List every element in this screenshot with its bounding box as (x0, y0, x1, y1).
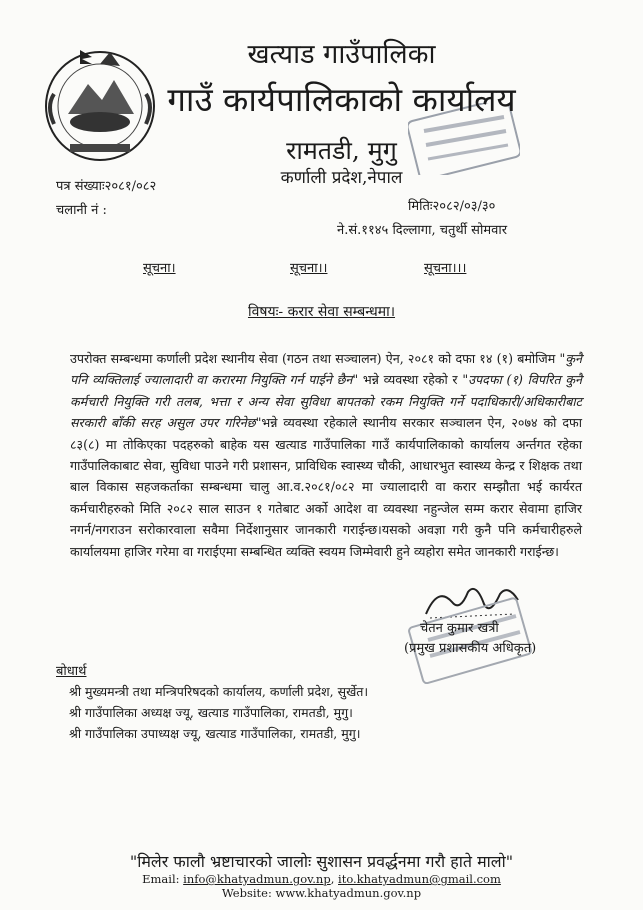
cc-item: श्री गाउँपालिका उपाध्यक्ष ज्यू, खत्याड गाउँपालिका, रामतडी, मुगु। (69, 726, 361, 741)
email-link-info[interactable]: info@khatyadmun.gov.np (183, 872, 331, 886)
letter-subject: विषयः- करार सेवा सम्बन्धमा। (247, 304, 396, 320)
letter-date: मितिः२०८२/०३/३० (408, 199, 496, 214)
body-text-3: "भन्ने व्यवस्था रहेकाले स्थानीय सरकार सञ्चालन ऐन, २०७४ को दफा ८३(८) मा तोकिएका पदहरुको बाहेक यस खत्याड गाउँपालिका गाउँ कार्यपालिकाको कार्यालय अर्न्तगत रहेका गाउँपालिकाबाट सेवा, सुविधा पाउने गरी प्रशासन, प्राविधिक स्वास्थ्य चौकी, आधारभुत स्वास्थ्य केन्द्र र शिक्षक तथा बाल विकास सहजकर्ताका सम्बन्धमा चालु आ.व.२०८१/०८२ मा ज्यालादारी वा करार सम्झौता भई कार्यरत कर्मचारीहरुको मिति २०८२ साल साउन १ गतेबाट अर्को आदेश वा व्यवस्था नहुन्जेल सम्म करार सेवामा हाजिर नगर्न/नगराउन सरोकारवाला सवैमा निर्देशानुसार जानकारी गराईन्छ।यसको अवज्ञा गरी कुनै पनि कर्मचारीहरुले कार्यालयमा हाजिर गरेमा वा गराईएमा सम्बन्धित व्यक्ति स्वयम जिम्मेवारी हुने व्यहोरा समेत जानकारी गराईन्छ। (70, 415, 583, 559)
cc-item: श्री गाउँपालिका अध्यक्ष ज्यू, खत्याड गाउँपालिका, रामतडी, मुगु। (69, 705, 353, 720)
cc-item: श्री मुख्यमन्त्री तथा मन्त्रिपरिषदको कार्यालय, कर्णाली प्रदेश, सुर्खेत। (69, 684, 369, 699)
body-text-1: उपरोक्त सम्बन्धमा कर्णाली प्रदेश स्थानीय सेवा (गठन तथा सञ्चालन) ऐन, २०८१ को दफा १४ (१) बमोजिम (70, 351, 560, 366)
office-location: रामतडी, मुगु (286, 136, 397, 165)
notice-label-1: सूचना। (143, 261, 176, 276)
notice-label-2: सूचना।। (290, 261, 328, 276)
footer-slogan: "मिलेर फालौ भ्रष्टाचारको जालोः सुशासन प्रवर्द्धनमा गरौ हाते मालो" (129, 852, 514, 871)
province-name: कर्णाली प्रदेश,नेपाल (280, 168, 403, 188)
municipality-name: खत्याड गाउँपालिका (247, 39, 436, 70)
notice-label-3: सूचना।।। (424, 261, 467, 276)
body-text-2: भन्ने व्यवस्था रहेको र (358, 372, 463, 388)
body-quote-1: "कुनै पनि व्यक्तिलाई ज्यालादारी वा करारमा नियुक्ति गर्न पाईने छैन" (70, 351, 582, 388)
office-name: गाउँ कार्यपालिकाको कार्यालय (167, 80, 516, 119)
letter-body (70, 348, 582, 562)
cc-label: बोधार्थ (56, 664, 87, 679)
letter-number: पत्र संख्याः२०८१/०८२ (56, 179, 157, 194)
footer-email (0, 872, 643, 886)
dispatch-number: चलानी नं : (56, 203, 107, 218)
footer-website[interactable]: Website: www.khatyadmun.gov.np (221, 886, 422, 900)
email-label: Email: (142, 872, 184, 886)
email-separator: , (330, 872, 339, 886)
body-quote-2: "उपदफा (१) विपरित कुनै कर्मचारी नियुक्ति गरी तलब, भत्ता र अन्य सेवा सुविधा बापतको रकम नियुक्ति गर्ने पदाधिकारी/अधिकारीबाट सरकारी बाँकी सरह असुल उपर गरिनेछ (70, 372, 583, 431)
signer-role: (प्रमुख प्रशासकीय अधिकृत) (404, 641, 537, 656)
signer-name: चेतन कुमार खत्री (420, 621, 499, 636)
email-link-ito[interactable]: ito.khatyadmun@gmail.com (338, 872, 501, 886)
nepal-sambat-date: ने.सं.११४५ दिल्लागा, चतुर्थी सोमवार (337, 223, 508, 238)
